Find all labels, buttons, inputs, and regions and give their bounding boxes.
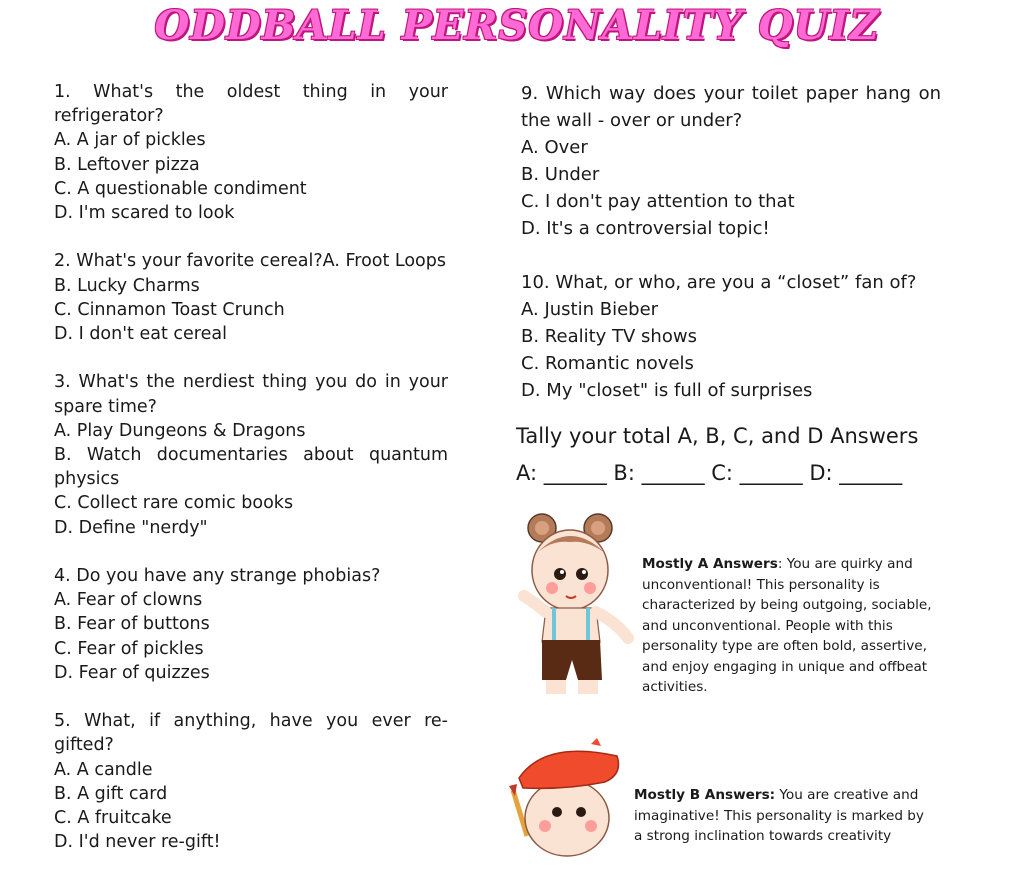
result-mostly-b <box>634 785 934 847</box>
answer-option: B. Lucky Charms <box>54 275 200 296</box>
question-text: 1. What's the oldest thing in your refrigerator? <box>54 82 448 127</box>
answer-option: A. A jar of pickles <box>54 130 206 151</box>
answer-option: A. Justin Bieber <box>521 299 659 320</box>
answer-option: B. Leftover pizza <box>54 154 200 175</box>
question-text: 3. What's the nerdiest thing you do in your spare time? <box>54 372 448 417</box>
result-mostly-a <box>642 554 947 698</box>
answer-option: B. Watch documentaries about quantum physics <box>54 445 448 490</box>
answer-option: C. A questionable condiment <box>54 178 307 199</box>
answer-option: C. Collect rare comic books <box>54 493 294 514</box>
result-a-text: : You are quirky and unconventional! This personality is characterized by being outgoing, sociable, and unconventional. People with this personality type are often bold, assertive, and enjoy engaging in unique and offbeat activities. <box>642 556 932 695</box>
beret-doll-illustration <box>505 738 635 836</box>
answer-option: D. I'm scared to look <box>54 203 235 224</box>
result-b-label: Mostly B Answers: <box>634 787 776 803</box>
result-b-text: You are creative and imaginative! This personality is marked by a strong inclination towards creativity <box>634 787 924 844</box>
answer-option: B. Reality TV shows <box>521 326 697 347</box>
question-text: 5. What, if anything, have you ever re-gifted? <box>54 711 448 756</box>
answer-option: D. I'd never re-gift! <box>54 832 221 853</box>
answer-option: D. Fear of quizzes <box>54 662 210 683</box>
question-block <box>54 249 448 346</box>
answer-option: C. I don't pay attention to that <box>521 191 795 212</box>
answer-option: C. Romantic novels <box>521 353 694 374</box>
question-block <box>54 564 448 685</box>
page-title: ODDBALL PERSONALITY QUIZ <box>154 2 880 49</box>
left-question-column <box>54 80 448 879</box>
answer-option: C. Cinnamon Toast Crunch <box>54 299 285 320</box>
bear-ear-doll-illustration <box>516 512 638 702</box>
question-block <box>54 80 448 225</box>
result-a-label: Mostly A Answers <box>642 556 778 572</box>
right-question-column <box>521 80 941 431</box>
answer-option: D. It's a controversial topic! <box>521 218 770 239</box>
question-text: 9. Which way does your toilet paper hang on the wall - over or under? <box>521 83 941 131</box>
question-block <box>521 269 941 404</box>
answer-option: B. Under <box>521 164 600 185</box>
answer-option: B. Fear of buttons <box>54 614 210 635</box>
answer-option: D. My "closet" is full of surprises <box>521 380 813 401</box>
question-text: 4. Do you have any strange phobias? <box>54 566 381 587</box>
question-text: 10. What, or who, are you a “closet” fan of? <box>521 272 917 293</box>
answer-option: A. Fear of clowns <box>54 590 203 611</box>
answer-option: C. Fear of pickles <box>54 638 204 659</box>
tally-heading: Tally your total A, B, C, and D Answers <box>516 424 919 448</box>
answer-option: C. A fruitcake <box>54 808 172 829</box>
question-text: 2. What's your favorite cereal?A. Froot Loops <box>54 251 446 272</box>
answer-option: A. Play Dungeons & Dragons <box>54 420 306 441</box>
answer-option: D. I don't eat cereal <box>54 324 227 345</box>
answer-option: B. A gift card <box>54 783 168 804</box>
answer-option: A. A candle <box>54 759 153 780</box>
question-block <box>54 709 448 854</box>
answer-option: D. Define "nerdy" <box>54 517 208 538</box>
question-block <box>54 370 448 539</box>
question-block <box>521 80 941 242</box>
tally-line: A: ______ B: ______ C: ______ D: ______ <box>516 461 903 485</box>
answer-option: A. Over <box>521 137 588 158</box>
